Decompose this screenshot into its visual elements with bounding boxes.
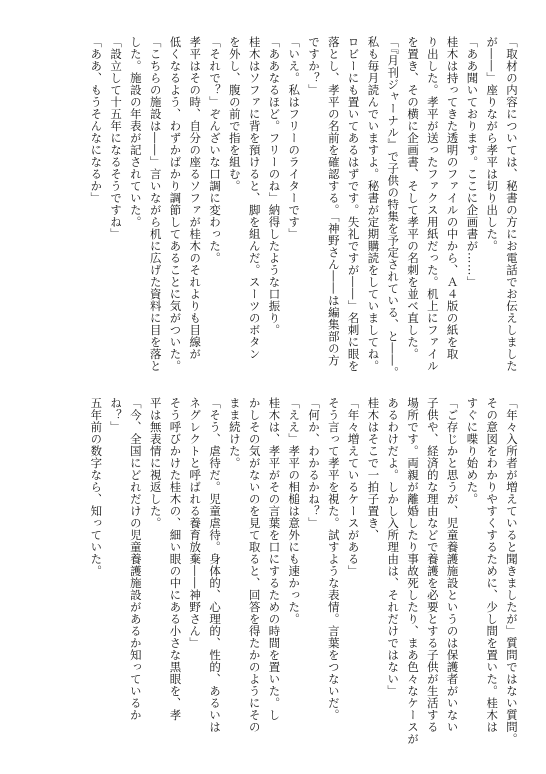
text-line: 五年前の数字なら、知っていた。	[89, 397, 104, 577]
text-line: 「今、全国にどれだけの児童養護施設があるか知っているか	[128, 397, 143, 721]
upper-text-column	[41, 36, 521, 379]
text-line: ロビーにも置いてあるはずです。失礼ですが――」名刺に眼を	[346, 36, 361, 372]
text-line: まま続けた。	[227, 397, 242, 469]
text-line: を外し、腹の前で指を組む。	[227, 36, 242, 192]
text-line: 低くなるよう、わずかばかり調節してあることに気がついた。	[168, 36, 183, 372]
text-line: そう呼びかけた桂木の、細い眼の中にある小さな黒眼を、孝	[168, 397, 183, 721]
text-line: 桂木はそこで一拍子置き、	[366, 397, 381, 541]
text-line: あるわけだよ。しかし入所理由は、それだけではない」	[386, 397, 401, 697]
text-line: り出した。孝平が送ったファクス用紙だった。机上にファイル	[425, 36, 440, 372]
text-line: 「設立して十五年になるそうですね」	[109, 36, 124, 240]
text-line: 「ご存じかと思うが、児童養護施設というのは保護者がいない	[445, 397, 460, 733]
text-line: 孝平はその時、自分の座るソファが桂木のそれよりも目線が	[188, 36, 203, 360]
text-line: 「年々入所者が増えていると聞きましたが」質問ではない質問。	[505, 397, 519, 745]
text-line: その意図をわかりやすくするために、少し間を置いた。桂木は	[485, 397, 500, 733]
text-line: ね？」	[109, 397, 124, 433]
text-line: 「ああ、もうそんなになるか」	[89, 36, 104, 204]
text-line: ネグレクトと呼ばれる養育放棄――神野さん」	[188, 397, 203, 649]
text-line: 「『月刊ジャーナル』で子供の特集を予定されている、と――。	[386, 36, 401, 379]
text-line: 桂木は、孝平がその言葉を口にするための時間を置いた。し	[267, 397, 282, 721]
text-line: ですか？」	[307, 36, 322, 96]
text-line: 桂木はソファに背を預けると、脚を組んだ。スーツのボタン	[247, 36, 262, 360]
text-line: 「何か、わかるかね？」	[307, 397, 322, 529]
text-line: 「ええ」孝平の相槌は意外にも速かった。	[287, 397, 302, 625]
text-line: 「いえ。私はフリーのライターです」	[287, 36, 302, 240]
text-line: 「ああ聞いております。ここに企画書が……」	[465, 36, 480, 288]
text-line: 場所です。両親が離婚したり事故死したり、まあ色々なケースが	[406, 397, 421, 745]
text-line: 「こちらの施設は――」言いながら机に広げた資料に目を落と	[148, 36, 163, 372]
text-line: 桂木は持ってきた透明のファイルの中から、Ａ４版の紙を取	[445, 36, 460, 360]
text-line: かしその気がないのを見て取ると、回答を得たかのようにその	[247, 397, 262, 733]
text-line: 子供や、経済的な理由などで養護を必要とする子供が生活する	[425, 397, 440, 733]
text-line: すぐに喋り始めた。	[465, 397, 480, 505]
lower-text-column	[41, 397, 521, 745]
text-line: 「それで？」ぞんざいな口調に変わった。	[208, 36, 223, 264]
text-line: そう言って孝平を視た。試すような表情。言葉をつないだ。	[326, 397, 341, 721]
text-line: が――」座りながら孝平は切り出した。	[485, 36, 500, 252]
text-line: 平は無表情に視返した。	[148, 397, 163, 529]
text-line: 「ああなるほど。フリーのね」納得したような口振り。	[267, 36, 282, 336]
text-line: 落とし、孝平の名前を確認する。「神野さん――は編集部の方	[326, 36, 341, 367]
text-line: 「年々増えているケースがある」	[346, 397, 361, 577]
text-line: した。施設の年表が記されていた。	[128, 36, 143, 228]
text-line: を置き、その横に企画書、そして孝平の名刺を並べ直した。	[406, 36, 421, 360]
text-line: 「取材の内容については、秘書の方にお電話でお伝えしました	[505, 36, 519, 372]
text-line: 「そう、虐待だ。児童虐待。身体的、心理的、性的、あるいは	[208, 397, 223, 733]
text-line: 私も毎月読んでいますよ。秘書が定期購読をしていましてね。	[366, 36, 381, 372]
